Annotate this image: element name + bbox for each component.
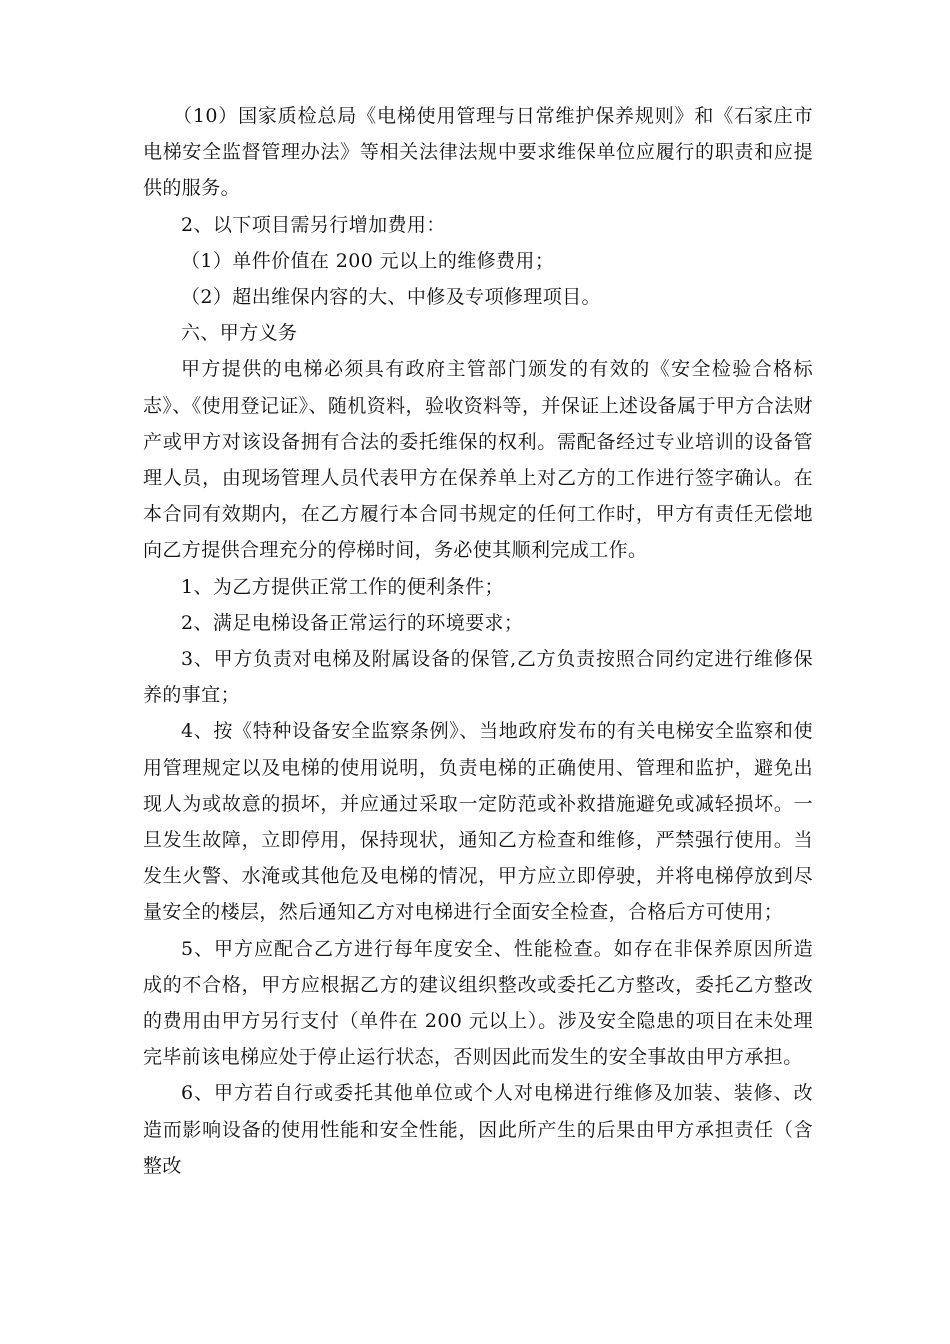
paragraph-party-a-intro: 甲方提供的电梯必须具有政府主管部门颁发的有效的《安全检验合格标志》、《使用登记证》、随机资料，验收资料等，并保证上述设备属于甲方合法财产或甲方对该设备拥有合法的委托维保的权利。需配备经过专业培训的设备管理人员，由现场管理人员代表甲方在保养单上对乙方的工作进行签字确认。在本合同有效期内，在乙方履行本合同书规定的任何工作时，甲方有责任无偿地向乙方提供合理充分的停梯时间，务必使其顺利完成工作。 bbox=[143, 358, 813, 562]
paragraph-extra-fee-1: （1）单件价值在 200 元以上的维修费用； bbox=[181, 249, 555, 272]
paragraph-obligation-3: 3、甲方负责对电梯及附属设备的保管,乙方负责按照合同约定进行维修保养的事宜； bbox=[143, 648, 813, 707]
paragraph-item-10-regulations: （10）国家质检总局《电梯使用管理与日常维护保养规则》和《石家庄市电梯安全监督管理办法》等相关法律法规中要求维保单位应履行的职责和应提供的服务。 bbox=[143, 105, 813, 200]
document-body bbox=[143, 98, 813, 1184]
paragraph-obligation-1: 1、为乙方提供正常工作的便利条件； bbox=[181, 575, 504, 598]
paragraph-obligation-6: 6、甲方若自行或委托其他单位或个人对电梯进行维修及加装、装修、改造而影响设备的使用性能和安全性能，因此所产生的后果由甲方承担责任（含整改 bbox=[143, 1082, 813, 1177]
paragraph-obligation-4: 4、按《特种设备安全监察条例》、当地政府发布的有关电梯安全监察和使用管理规定以及电梯的使用说明，负责电梯的正确使用、管理和监护，避免出现人为或故意的损坏，并应通过采取一定防范或补救措施避免或减轻损坏。一旦发生故障，立即停用，保持现状，通知乙方检查和维修，严禁强行使用。当发生火警、水淹或其他危及电梯的情况，甲方应立即停驶，并将电梯停放到尽量安全的楼层，然后通知乙方对电梯进行全面安全检查，合格后方可使用； bbox=[143, 720, 813, 924]
paragraph-extra-fees-heading: 2、以下项目需另行增加费用： bbox=[181, 213, 446, 236]
paragraph-obligation-5: 5、甲方应配合乙方进行每年度安全、性能检查。如存在非保养原因所造成的不合格，甲方应根据乙方的建议组织整改或委托乙方整改，委托乙方整改的费用由甲方另行支付（单件在 200 元以上）。涉及安全隐患的项目在未处理完毕前该电梯应处于停止运行状态，否则因此而发生的安全事故由甲方承担。 bbox=[143, 937, 813, 1069]
section-heading-party-a-obligations: 六、甲方义务 bbox=[181, 322, 298, 345]
paragraph-extra-fee-2: （2）超出维保内容的大、中修及专项修理项目。 bbox=[181, 286, 601, 309]
paragraph-obligation-2: 2、满足电梯设备正常运行的环境要求； bbox=[181, 611, 524, 634]
